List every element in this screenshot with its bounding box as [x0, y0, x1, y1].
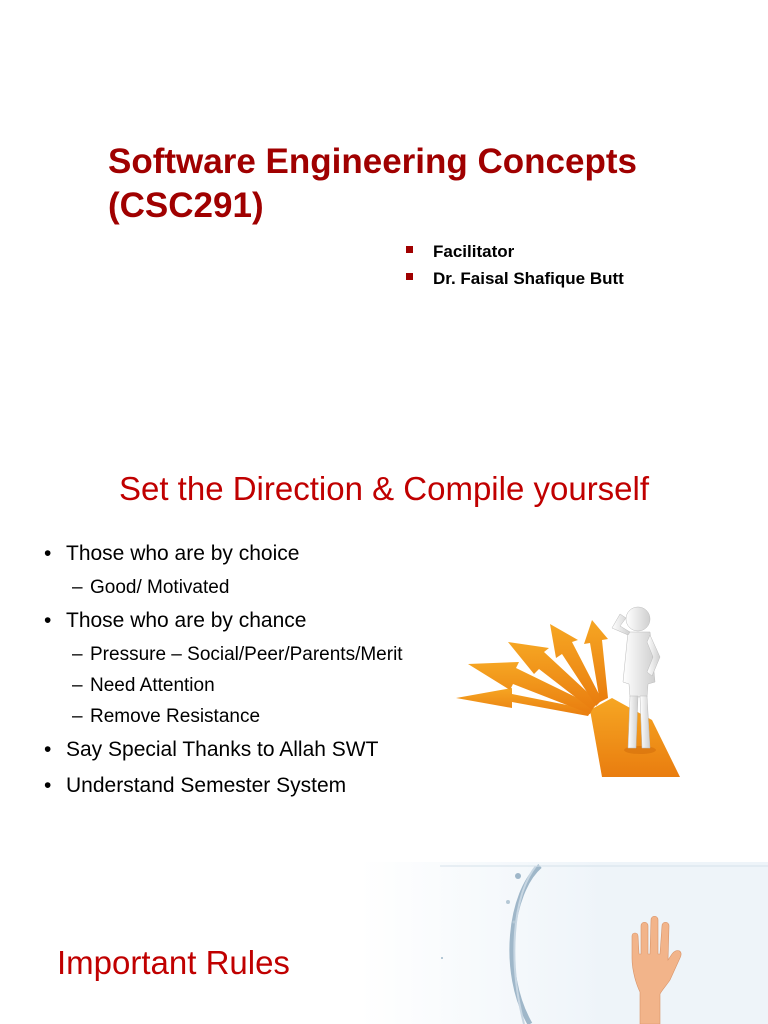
list-subitem [44, 639, 403, 670]
bullet-text: Facilitator [433, 242, 515, 261]
course-code: (CSC291) [108, 186, 264, 225]
list-item [44, 603, 403, 639]
list-item-facilitator-name [404, 265, 624, 292]
bullet-text: Remove Resistance [90, 706, 261, 727]
bullet-text: Say Special Thanks to Allah SWT [66, 738, 379, 761]
dash-icon: – [72, 644, 83, 665]
bullet-text: Understand Semester System [66, 774, 347, 797]
arrow-group [456, 620, 608, 716]
course-title [108, 140, 748, 228]
list-subitem [44, 670, 403, 701]
dash-icon: – [72, 577, 83, 598]
bullet-icon: • [44, 738, 52, 761]
splash-curve [512, 866, 540, 1024]
slide-title [0, 0, 768, 430]
facilitator-list [404, 238, 624, 292]
raised-hand-icon [632, 916, 681, 1024]
list-item [44, 732, 403, 768]
bullet-text: Those who are by choice [66, 542, 300, 565]
bullet-text: Need Attention [90, 675, 215, 696]
bullet-text: Those who are by chance [66, 609, 307, 632]
bullet-icon: • [44, 609, 52, 632]
raised-hand-illustration [440, 862, 768, 1024]
dash-icon: – [72, 706, 83, 727]
list-item-facilitator-label [404, 238, 624, 265]
slide-title: Important Rules [57, 944, 290, 981]
list-subitem [44, 701, 403, 732]
bullet-list [44, 536, 403, 804]
course-title-line1: Software Engineering Concepts [108, 142, 637, 181]
crossroads-person-illustration [452, 602, 682, 777]
dash-icon: – [72, 675, 83, 696]
slide-direction [0, 430, 768, 862]
list-item [44, 768, 403, 804]
list-subitem [44, 572, 403, 603]
list-item [44, 536, 403, 572]
bullet-icon: • [44, 774, 52, 797]
square-bullet-icon [406, 273, 413, 280]
slide-rules [0, 862, 768, 1024]
square-bullet-icon [406, 246, 413, 253]
bullet-text: Dr. Faisal Shafique Butt [433, 269, 624, 288]
bullet-icon: • [44, 542, 52, 565]
bullet-text: Good/ Motivated [90, 577, 230, 598]
bullet-text: Pressure – Social/Peer/Parents/Merit [90, 644, 403, 665]
slide-title: Set the Direction & Compile yourself [118, 470, 650, 507]
